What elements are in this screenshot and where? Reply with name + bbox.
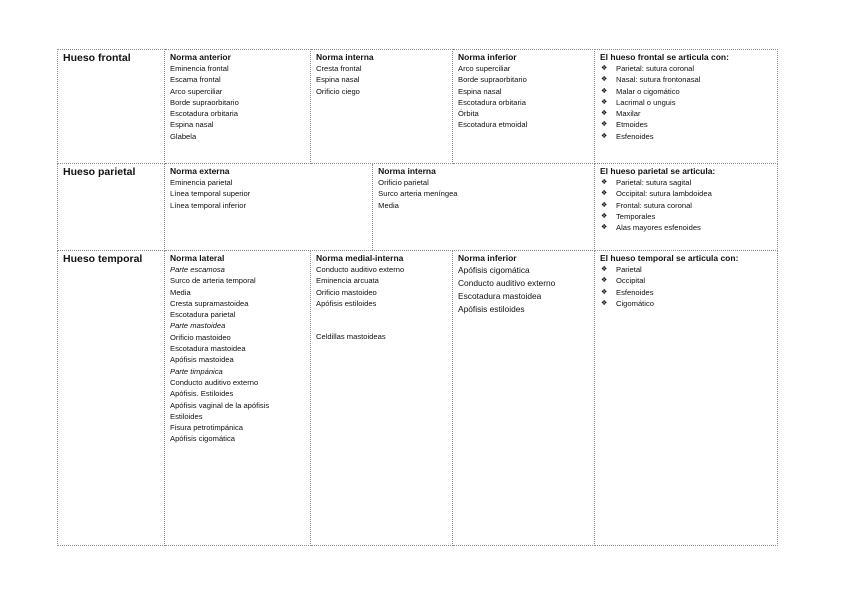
temporal-articula-title: El hueso temporal se articula con: bbox=[600, 253, 739, 263]
list-item: Celdillas mastoideas bbox=[316, 332, 386, 342]
list-item: Espina nasal bbox=[170, 120, 214, 130]
parietal-articula-list bbox=[600, 177, 773, 233]
list-item: Glabela bbox=[170, 131, 197, 141]
list-item: Borde supraorbitario bbox=[458, 75, 527, 85]
list-item: Fisura petrotimpánica bbox=[170, 423, 244, 433]
list-item: ❖ Cigomático bbox=[600, 298, 773, 309]
list-item: Orificio mastoideo bbox=[170, 332, 231, 342]
list-item: ❖ Esfenoides bbox=[600, 287, 773, 298]
list-item: ❖ Temporales bbox=[600, 211, 773, 222]
parietal-normas bbox=[165, 164, 595, 251]
list-item: ❖ Occipital bbox=[600, 275, 773, 286]
frontal-anterior-title: Norma anterior bbox=[170, 52, 231, 62]
row-hueso-temporal bbox=[58, 251, 778, 546]
list-item: Apófisis estiloides bbox=[316, 298, 377, 308]
list-item: ❖ Parietal bbox=[600, 264, 773, 275]
list-item: Borde supraorbitario bbox=[170, 97, 239, 107]
list-item: Orificio mastoideo bbox=[316, 287, 377, 297]
list-item: Conducto auditivo externo bbox=[458, 278, 556, 288]
temporal-inferior-title: Norma inferior bbox=[458, 253, 517, 263]
list-item: Espina nasal bbox=[316, 75, 360, 85]
temporal-articula-list bbox=[600, 264, 773, 309]
list-item: Parte mastoidea bbox=[170, 321, 226, 331]
parietal-articulaciones bbox=[595, 164, 778, 251]
list-item: ❖ Alas mayores esfenoides bbox=[600, 222, 773, 233]
list-item: Media bbox=[378, 200, 399, 210]
bone-name-temporal: Hueso temporal bbox=[58, 251, 165, 546]
list-item: Orificio ciego bbox=[316, 86, 360, 96]
temporal-medial-title: Norma medial-interna bbox=[316, 253, 404, 263]
list-item: ❖ Parietal: sutura sagital bbox=[600, 177, 773, 188]
row-hueso-parietal bbox=[58, 164, 778, 251]
list-item: ❖ Lacrimal o unguis bbox=[600, 97, 773, 108]
list-item: ❖ Etmoides bbox=[600, 119, 773, 130]
frontal-norma-interna bbox=[311, 50, 453, 164]
list-item: Conducto auditivo externo bbox=[170, 377, 259, 387]
list-item: ❖ Malar o cigomático bbox=[600, 86, 773, 97]
list-item: ❖ Frontal: sutura coronal bbox=[600, 200, 773, 211]
temporal-norma-medial bbox=[311, 251, 453, 546]
row-hueso-frontal bbox=[58, 50, 778, 164]
parietal-norma-interna bbox=[372, 164, 594, 250]
list-item: Surco de arteria temporal bbox=[170, 276, 256, 286]
temporal-norma-lateral bbox=[165, 251, 311, 546]
list-item: Estiloides bbox=[170, 411, 203, 421]
bone-name-parietal: Hueso parietal bbox=[58, 164, 165, 251]
parietal-externa-title: Norma externa bbox=[170, 166, 230, 176]
list-item: Escotadura orbitaria bbox=[458, 97, 526, 107]
list-item: Surco arteria meníngea bbox=[378, 189, 458, 199]
list-item: ❖ Parietal: sutura coronal bbox=[600, 63, 773, 74]
list-item: Orificio parietal bbox=[378, 178, 429, 187]
list-item: Apófisis. Estiloides bbox=[170, 389, 234, 399]
list-item: Escama frontal bbox=[170, 75, 221, 85]
temporal-lateral-title: Norma lateral bbox=[170, 253, 225, 263]
list-item: Apófisis cigomática bbox=[458, 265, 530, 275]
parietal-norma-externa bbox=[165, 164, 372, 250]
frontal-articulaciones bbox=[595, 50, 778, 164]
parietal-interna-title: Norma interna bbox=[378, 166, 436, 176]
list-item: Escotadura orbitaria bbox=[170, 109, 238, 119]
list-item: Línea temporal inferior bbox=[170, 200, 246, 210]
temporal-norma-inferior bbox=[453, 251, 595, 546]
temporal-articulaciones bbox=[595, 251, 778, 546]
frontal-articula-list bbox=[600, 63, 773, 142]
list-item: Apófisis estiloides bbox=[458, 304, 525, 314]
list-item: Cresta frontal bbox=[316, 64, 362, 73]
list-item: Arco superciliar bbox=[170, 86, 223, 96]
frontal-norma-inferior bbox=[453, 50, 595, 164]
list-item: Media bbox=[170, 287, 191, 297]
list-item: Línea temporal superior bbox=[170, 189, 251, 199]
list-item: Eminencia frontal bbox=[170, 64, 229, 73]
frontal-articula-title: El hueso frontal se articula con: bbox=[600, 52, 729, 62]
list-item: Escotadura parietal bbox=[170, 310, 236, 320]
list-item: Apófisis cigomática bbox=[170, 434, 235, 444]
list-item: Parte timpánica bbox=[170, 366, 223, 376]
list-item: Parte escamosa bbox=[170, 265, 225, 274]
list-item: Eminencia arcuata bbox=[316, 276, 379, 286]
list-item: Arco superciliar bbox=[458, 64, 511, 73]
frontal-norma-anterior bbox=[165, 50, 311, 164]
list-item: ❖ Esfenoides bbox=[600, 131, 773, 142]
list-item: Órbita bbox=[458, 109, 479, 119]
list-item: Apófisis vaginal de la apófisis bbox=[170, 400, 270, 410]
list-item: ❖ Nasal: sutura frontonasal bbox=[600, 74, 773, 85]
list-item: Espina nasal bbox=[458, 86, 502, 96]
list-item: Escotadura etmoidal bbox=[458, 120, 528, 130]
frontal-interna-title: Norma interna bbox=[316, 52, 374, 62]
list-item: ❖ Maxilar bbox=[600, 108, 773, 119]
list-item: Conducto auditivo externo bbox=[316, 265, 405, 274]
list-item: Escotadura mastoidea bbox=[458, 291, 542, 301]
bones-table bbox=[57, 49, 778, 546]
list-item: ❖ Occipital: sutura lambdoidea bbox=[600, 188, 773, 199]
parietal-articula-title: El hueso parietal se articula: bbox=[600, 166, 716, 176]
spacer bbox=[316, 309, 448, 320]
spacer bbox=[316, 320, 448, 331]
list-item: Escotadura mastoidea bbox=[170, 344, 246, 354]
list-item: Cresta supramastoidea bbox=[170, 298, 249, 308]
bone-name-frontal: Hueso frontal bbox=[58, 50, 165, 164]
list-item: Apófisis mastoidea bbox=[170, 355, 234, 365]
list-item: Eminencia parietal bbox=[170, 178, 233, 187]
frontal-inferior-title: Norma inferior bbox=[458, 52, 517, 62]
